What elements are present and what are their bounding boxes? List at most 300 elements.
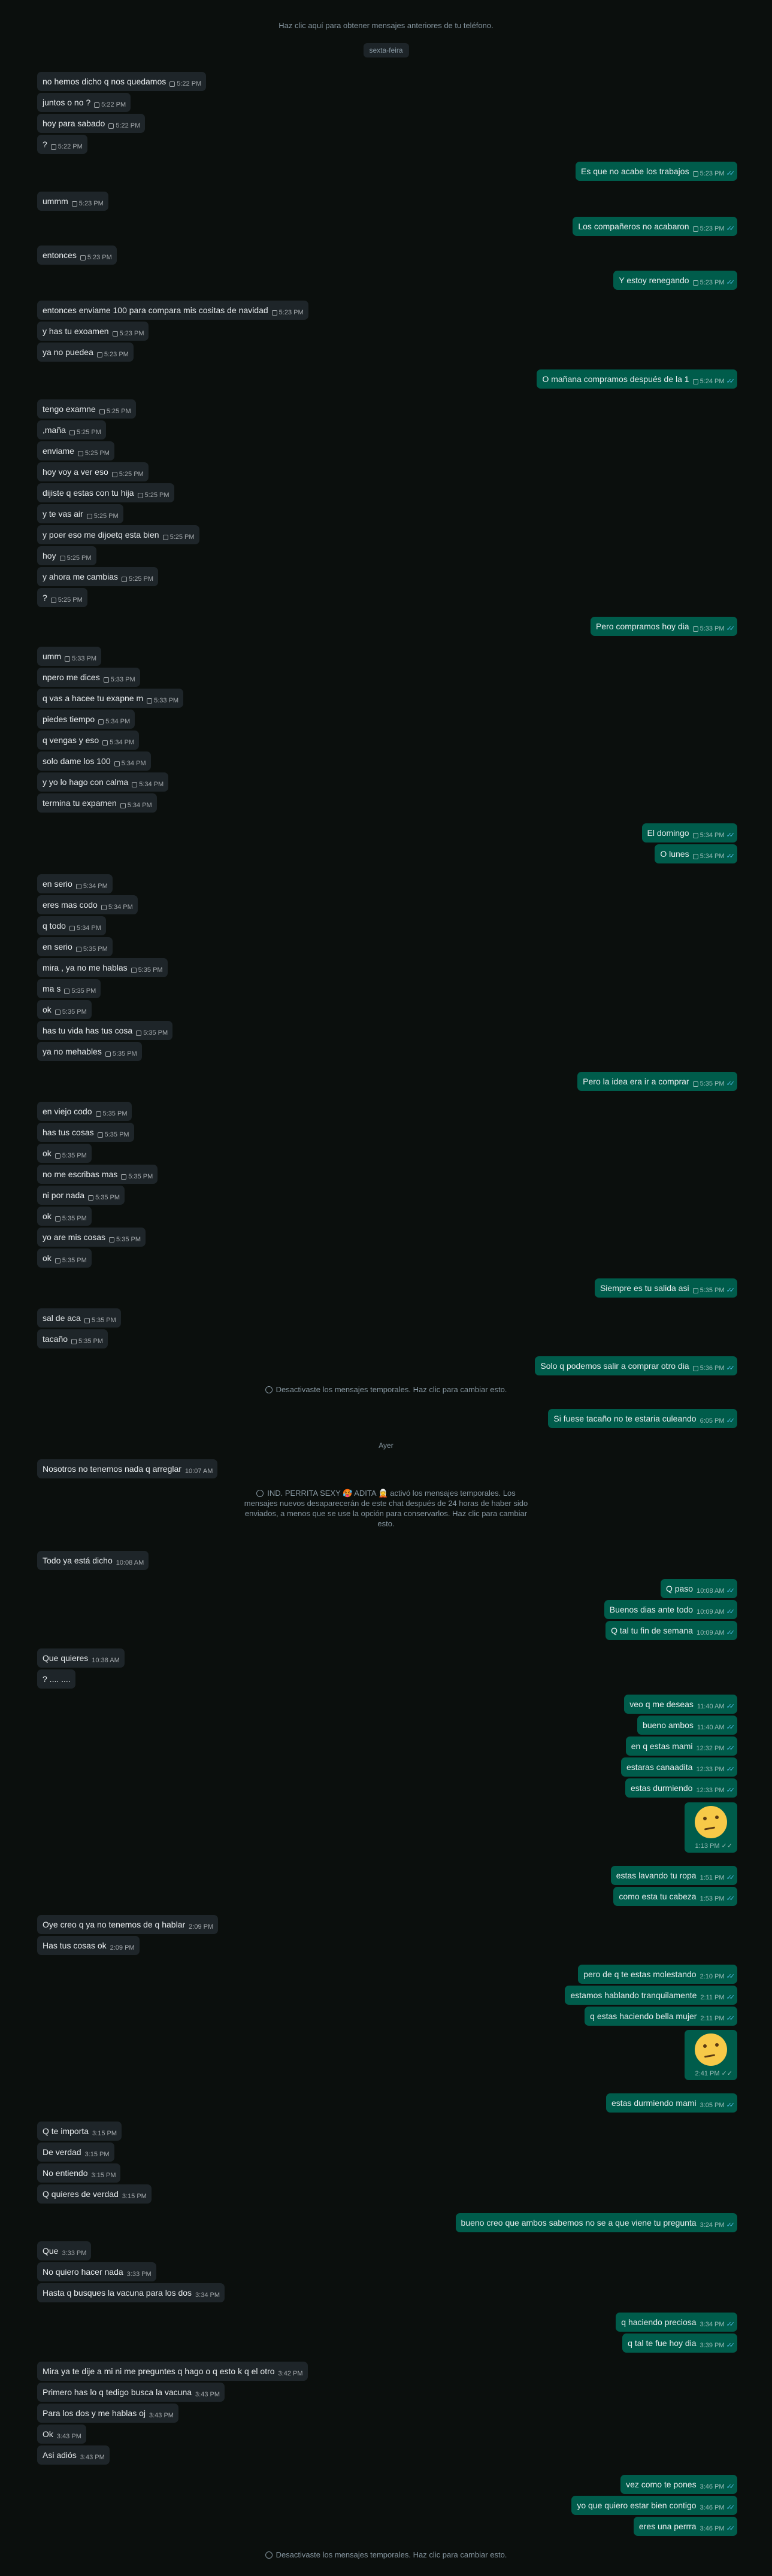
message-text: y poer eso me dijoetq esta bien: [43, 530, 159, 540]
incoming-message[interactable]: [37, 462, 149, 481]
message-time: 5:25 PM: [84, 450, 110, 457]
outgoing-message[interactable]: [595, 1278, 737, 1298]
message-meta: [114, 758, 146, 769]
incoming-message[interactable]: [37, 710, 135, 729]
incoming-message[interactable]: [37, 1207, 92, 1226]
incoming-message[interactable]: [37, 2184, 152, 2204]
message-text: hoy voy a ver eso: [43, 467, 108, 477]
incoming-message[interactable]: [37, 1648, 125, 1668]
incoming-message[interactable]: [37, 93, 131, 112]
message-text: termina tu expamen: [43, 798, 117, 808]
message-time: 5:35 PM: [62, 1215, 87, 1222]
incoming-message[interactable]: [37, 1308, 121, 1328]
timer-icon: [265, 1386, 273, 1393]
double-check-icon: ✓✓: [726, 1608, 732, 1616]
message-meta: [693, 277, 732, 288]
message-text: estaras canaadita: [626, 1762, 693, 1772]
message-time: 3:15 PM: [91, 2172, 116, 2179]
message-time: 1:13 PM ✓✓: [695, 1842, 732, 1850]
message-meta: [57, 2431, 81, 2442]
timer-icon: [64, 989, 69, 994]
timer-icon: [138, 493, 143, 498]
message-meta: [700, 2502, 732, 2513]
incoming-message[interactable]: [37, 1042, 142, 1061]
message-time: 5:25 PM: [66, 554, 92, 562]
outgoing-message[interactable]: [604, 1600, 737, 1619]
message-meta: [697, 1701, 732, 1712]
double-check-icon: ✓✓: [726, 225, 732, 232]
outgoing-message[interactable]: [611, 1866, 737, 1885]
outgoing-message[interactable]: [613, 271, 737, 290]
timer-icon: [693, 171, 698, 177]
message-meta: [80, 2452, 105, 2463]
message-time: 2:11 PM: [700, 1994, 725, 2001]
message-meta: [76, 944, 108, 954]
incoming-message[interactable]: [37, 1551, 149, 1570]
message-time: 5:23 PM: [278, 309, 304, 316]
incoming-message[interactable]: [37, 1459, 217, 1478]
timer-icon: [99, 409, 105, 414]
double-check-icon: ✓✓: [726, 1994, 732, 2001]
double-check-icon: ✓✓: [726, 2015, 732, 2022]
timer-icon: [109, 1237, 114, 1242]
message-meta: [113, 328, 144, 339]
disappearing-messages-notice[interactable]: [265, 1384, 507, 1395]
message-meta: [272, 307, 304, 318]
message-meta: [700, 2319, 732, 2330]
outgoing-message[interactable]: [535, 1356, 737, 1375]
message-text: Es que no acabe los trabajos: [581, 166, 689, 176]
message-time: 2:10 PM: [700, 1973, 725, 1980]
outgoing-message[interactable]: [622, 2333, 737, 2353]
thinking-face-icon: [695, 1806, 727, 1838]
message-meta: [185, 1466, 213, 1477]
message-time: 5:35 PM: [83, 945, 108, 953]
timer-icon: [60, 556, 65, 561]
message-time: 5:35 PM: [104, 1131, 129, 1138]
outgoing-message[interactable]: [606, 1621, 737, 1640]
outgoing-message[interactable]: [655, 844, 737, 863]
message-text: y yo lo hago con calma: [43, 777, 129, 787]
incoming-message[interactable]: [37, 772, 168, 792]
message-meta: [127, 2269, 152, 2280]
message-time: 5:34 PM: [108, 904, 133, 911]
message-text: tengo examne: [43, 404, 96, 414]
message-meta: [697, 1607, 732, 1617]
message-meta: [693, 223, 732, 234]
message-time: 5:33 PM: [72, 655, 97, 662]
outgoing-message[interactable]: [613, 1887, 737, 1906]
message-meta: [700, 2220, 732, 2230]
outgoing-message[interactable]: [634, 2517, 737, 2536]
timer-icon: [112, 472, 117, 477]
incoming-message[interactable]: [37, 1936, 140, 1955]
message-meta: [98, 1129, 129, 1140]
message-meta: [278, 2368, 303, 2379]
timer-icon: [87, 514, 92, 519]
message-time: 5:35 PM: [112, 1050, 137, 1057]
message-time: 5:34 PM: [139, 781, 164, 788]
thinking-face-icon: [695, 2033, 727, 2066]
outgoing-message[interactable]: [621, 1757, 737, 1777]
message-meta: [102, 737, 134, 748]
incoming-message[interactable]: [37, 751, 151, 771]
message-meta: [132, 779, 164, 790]
date-separator: Ayer: [379, 1441, 393, 1450]
timer-icon: [169, 81, 175, 87]
double-check-icon: ✓✓: [726, 2222, 732, 2229]
outgoing-message[interactable]: [585, 2007, 737, 2026]
load-older-messages-text: Haz clic aquí para obtener mensajes anteriores de tu teléfono.: [278, 21, 494, 30]
timer-icon: [693, 280, 698, 286]
message-text: Has tus cosas ok: [43, 1941, 107, 1950]
double-check-icon: ✓✓: [726, 2504, 732, 2511]
message-time: 3:43 PM: [195, 2391, 220, 2398]
message-meta: [108, 120, 140, 131]
message-time: 5:35 PM: [116, 1236, 141, 1243]
message-time: 5:23 PM: [700, 170, 725, 177]
message-meta: [138, 490, 169, 501]
timer-icon: [104, 677, 109, 683]
message-time: 3:43 PM: [149, 2412, 174, 2419]
message-text: sal de aca: [43, 1313, 81, 1323]
timer-icon: [113, 331, 118, 337]
incoming-message[interactable]: [37, 246, 117, 265]
message-text: q vas a hacee tu exapne m: [43, 693, 144, 703]
incoming-message[interactable]: [37, 1144, 92, 1163]
message-text: no hemos dicho q nos quedamos: [43, 77, 166, 86]
outgoing-message[interactable]: [565, 1986, 737, 2005]
incoming-message[interactable]: [37, 979, 101, 998]
incoming-message[interactable]: [37, 958, 168, 977]
incoming-message[interactable]: [37, 937, 113, 956]
incoming-message[interactable]: [37, 2241, 91, 2260]
incoming-message[interactable]: [37, 567, 158, 586]
disappearing-messages-notice[interactable]: [243, 1488, 530, 1529]
message-text: mira , ya no me hablas: [43, 963, 128, 972]
incoming-message[interactable]: [37, 420, 106, 440]
incoming-message[interactable]: [37, 2262, 156, 2281]
incoming-message[interactable]: [37, 72, 206, 91]
outgoing-message[interactable]: [626, 1736, 737, 1756]
double-check-icon: ✓✓: [726, 2483, 732, 2490]
incoming-message[interactable]: [37, 399, 136, 419]
message-time: 5:35 PM: [78, 1338, 104, 1345]
message-text: entonces: [43, 250, 77, 260]
message-text: tacaño: [43, 1334, 68, 1344]
message-time: 3:34 PM: [700, 2321, 725, 2328]
outgoing-message[interactable]: [577, 1072, 737, 1091]
incoming-message[interactable]: [37, 1669, 75, 1689]
incoming-message[interactable]: [37, 1123, 134, 1142]
incoming-message[interactable]: [37, 2163, 120, 2183]
message-meta: [697, 1586, 732, 1596]
message-meta: [55, 1255, 87, 1266]
message-time: 3:46 PM: [700, 2504, 725, 2511]
incoming-message[interactable]: [37, 322, 149, 341]
outgoing-message[interactable]: [642, 823, 737, 842]
outgoing-message[interactable]: [637, 1716, 737, 1735]
incoming-message[interactable]: [37, 2122, 122, 2141]
message-time: 5:22 PM: [57, 143, 83, 150]
message-text: Si fuese tacaño no te estaria culeando: [553, 1414, 697, 1423]
message-text: yo are mis cosas: [43, 1232, 106, 1242]
message-text: no me escribas mas: [43, 1169, 118, 1179]
message-time: 5:35 PM: [91, 1317, 116, 1324]
outgoing-message[interactable]: [571, 2496, 737, 2515]
incoming-message[interactable]: [37, 1102, 132, 1121]
incoming-message[interactable]: [37, 916, 106, 935]
timer-icon: [72, 201, 77, 207]
message-text: q tal te fue hoy dia: [628, 2338, 697, 2348]
timer-icon: [693, 379, 698, 384]
message-text: Siempre es tu salida asi: [600, 1283, 689, 1293]
timer-icon: [131, 968, 137, 973]
message-time: 5:35 PM: [62, 1152, 87, 1159]
message-time: 3:43 PM: [80, 2454, 105, 2461]
message-time: 5:23 PM: [700, 225, 725, 232]
outgoing-message[interactable]: [573, 217, 737, 236]
message-meta: [97, 349, 129, 360]
message-meta: [700, 2523, 732, 2534]
message-meta: [700, 2340, 732, 2351]
message-meta: [136, 1028, 168, 1038]
message-meta: [55, 1150, 87, 1161]
timer-icon: [94, 102, 99, 108]
message-meta: [163, 532, 195, 543]
timer-icon: [693, 1366, 698, 1371]
incoming-message[interactable]: [37, 114, 145, 133]
message-text: bueno creo que ambos sabemos no se a que viene tu pregunta: [461, 2218, 697, 2228]
double-check-icon: ✓✓: [726, 832, 732, 839]
message-text: en serio: [43, 879, 72, 889]
message-time: 5:22 PM: [116, 122, 141, 129]
notice-text: Desactivaste los mensajes temporales. Haz clic para cambiar esto.: [276, 1385, 507, 1394]
incoming-message[interactable]: [37, 2362, 308, 2381]
message-time: 10:07 AM: [184, 1468, 213, 1475]
timer-icon: [693, 833, 698, 838]
message-time: 5:35 PM: [102, 1110, 128, 1117]
message-meta: [696, 1743, 732, 1754]
outgoing-message[interactable]: [576, 162, 737, 181]
message-time: 10:09 AM: [697, 1629, 725, 1636]
outgoing-message[interactable]: [616, 2313, 737, 2332]
message-text: Hasta q busques la vacuna para los dos: [43, 2288, 192, 2298]
message-meta: [69, 923, 101, 934]
disappearing-messages-notice[interactable]: [265, 2550, 507, 2560]
message-time: 5:35 PM: [138, 966, 163, 974]
message-time: 3:15 PM: [84, 2151, 110, 2158]
incoming-message[interactable]: [37, 546, 96, 565]
outgoing-message[interactable]: [591, 617, 737, 636]
incoming-message[interactable]: [37, 793, 157, 813]
message-meta: [85, 2149, 110, 2160]
outgoing-message[interactable]: [456, 2213, 737, 2232]
message-text: en serio: [43, 942, 72, 951]
message-text: estas lavando tu ropa: [616, 1871, 697, 1880]
message-text: estamos hablando tranquilamente: [570, 1990, 697, 2000]
message-time: 5:25 PM: [57, 596, 83, 604]
timer-icon: [122, 577, 127, 582]
message-meta: [700, 2481, 732, 2492]
message-text: Pero compramos hoy dia: [595, 622, 689, 631]
message-text: Para los dos y me hablas oj: [43, 2408, 146, 2418]
message-meta: [700, 1992, 732, 2003]
incoming-message[interactable]: [37, 2283, 225, 2302]
outgoing-emoji-message[interactable]: [685, 1802, 737, 1853]
message-meta: [65, 653, 96, 664]
incoming-message[interactable]: [37, 874, 113, 893]
message-meta: [700, 1872, 732, 1883]
message-text: De verdad: [43, 2147, 81, 2157]
message-time: 11:40 AM: [697, 1724, 725, 1731]
message-meta: [697, 1628, 732, 1638]
message-text: Todo ya está dicho: [43, 1556, 113, 1565]
message-time: 10:38 AM: [92, 1657, 120, 1664]
incoming-message[interactable]: [37, 1248, 92, 1268]
timer-icon: [108, 123, 114, 129]
incoming-message[interactable]: [37, 1228, 146, 1247]
incoming-message[interactable]: [37, 504, 123, 523]
message-meta: [195, 2389, 220, 2400]
outgoing-message[interactable]: [624, 1695, 737, 1714]
incoming-message[interactable]: [37, 2404, 178, 2423]
timer-icon: [55, 1216, 60, 1222]
timer-icon: [163, 535, 168, 540]
timer-icon: [55, 1153, 60, 1159]
incoming-message[interactable]: [37, 895, 138, 914]
message-text: ok: [43, 1148, 52, 1158]
message-text: Que: [43, 2246, 59, 2256]
message-meta: [92, 2170, 116, 2181]
message-time: 5:25 PM: [129, 575, 154, 583]
message-meta: [697, 1722, 732, 1733]
incoming-message[interactable]: [37, 441, 114, 460]
message-meta: [131, 965, 163, 975]
incoming-message[interactable]: [37, 192, 108, 211]
timer-icon: [120, 803, 126, 808]
message-meta: [60, 553, 92, 563]
message-meta: [88, 1192, 120, 1203]
message-time: 1:51 PM: [700, 1874, 725, 1881]
incoming-message[interactable]: [37, 689, 183, 708]
outgoing-message[interactable]: [548, 1409, 737, 1428]
outgoing-emoji-message[interactable]: [685, 2030, 737, 2080]
message-meta: [700, 1893, 732, 1904]
message-text: O mañana compramos después de la 1: [542, 374, 689, 384]
message-text: O lunes: [660, 849, 689, 859]
incoming-message[interactable]: [37, 525, 199, 544]
incoming-message[interactable]: [37, 647, 101, 666]
message-text: ?: [43, 593, 47, 602]
message-text: entonces enviame 100 para compara mis cositas de navidad: [43, 305, 268, 315]
timer-icon: [136, 1031, 141, 1036]
message-text: vez como te pones: [626, 2480, 697, 2489]
timer-icon: [693, 854, 698, 859]
double-check-icon: ✓✓: [726, 170, 732, 177]
message-text: q vengas y eso: [43, 735, 99, 745]
outgoing-message[interactable]: [620, 2475, 737, 2494]
incoming-message[interactable]: [37, 2445, 110, 2465]
message-time: 5:22 PM: [177, 80, 202, 87]
incoming-message[interactable]: [37, 301, 308, 320]
outgoing-message[interactable]: [537, 369, 737, 389]
message-text: estas durmiendo mami: [611, 2098, 697, 2108]
message-meta: [98, 716, 130, 727]
timer-icon: [147, 698, 152, 704]
message-time: 3:46 PM: [700, 2483, 725, 2490]
message-text: Los compañeros no acabaron: [578, 222, 689, 231]
message-meta: [147, 695, 178, 706]
incoming-message[interactable]: [37, 2425, 86, 2444]
incoming-message[interactable]: [37, 731, 139, 750]
incoming-message[interactable]: [37, 1186, 125, 1205]
message-text: Asi adiós: [43, 2450, 77, 2460]
notice-text: IND. PERRITA SEXY 🥵 ADITA 🧝 activó los mensajes temporales. Los: [267, 1489, 516, 1498]
message-time: 5:23 PM: [104, 351, 129, 358]
timer-icon: [71, 1339, 77, 1344]
incoming-message[interactable]: [37, 1021, 172, 1040]
outgoing-message[interactable]: [578, 1965, 737, 1984]
incoming-message[interactable]: [37, 483, 174, 502]
timer-icon: [132, 782, 137, 787]
message-meta: [693, 623, 732, 634]
notice-text: enviados, a menos que se use la opción para conservarlos. Haz clic para cambiar: [244, 1509, 528, 1518]
message-meta: [169, 78, 201, 89]
incoming-message[interactable]: [37, 588, 87, 607]
message-time: 3:15 PM: [92, 2130, 117, 2137]
incoming-message[interactable]: [37, 1165, 158, 1184]
message-text: ?: [43, 140, 47, 149]
message-time: 5:33 PM: [110, 676, 135, 683]
message-meta: [116, 1557, 144, 1568]
outgoing-message[interactable]: [661, 1579, 737, 1598]
incoming-message[interactable]: [37, 1329, 108, 1348]
incoming-message[interactable]: [37, 2383, 225, 2402]
message-meta: [112, 469, 144, 480]
timer-icon: [256, 1490, 264, 1497]
message-time: 5:35 PM: [62, 1008, 87, 1016]
message-text: ok: [43, 1253, 52, 1263]
incoming-message[interactable]: [37, 343, 134, 362]
message-meta: [78, 448, 110, 459]
date-separator: sexta-feira: [363, 43, 408, 57]
notice-text: esto.: [377, 1519, 395, 1528]
message-text: piedes tiempo: [43, 714, 95, 724]
message-text: Q te importa: [43, 2126, 89, 2136]
incoming-message[interactable]: [37, 668, 140, 687]
timer-icon: [693, 626, 698, 632]
load-older-messages-link[interactable]: [278, 20, 493, 31]
outgoing-message[interactable]: [606, 2093, 737, 2113]
message-time: 5:23 PM: [119, 330, 144, 337]
message-time: 3:34 PM: [195, 2292, 220, 2299]
timer-icon: [272, 310, 277, 316]
message-text: ma s: [43, 984, 61, 993]
message-text: Mira ya te dije a mi ni me preguntes q hago o q esto k q el otro: [43, 2366, 275, 2376]
incoming-message[interactable]: [37, 135, 87, 154]
message-meta: [94, 99, 126, 110]
message-time: 10:09 AM: [697, 1608, 725, 1616]
incoming-message[interactable]: [37, 1915, 218, 1934]
message-meta: [64, 986, 96, 996]
outgoing-message[interactable]: [625, 1778, 737, 1798]
timer-icon: [88, 1195, 93, 1201]
incoming-message[interactable]: [37, 2142, 114, 2162]
incoming-message[interactable]: [37, 1000, 92, 1019]
double-check-icon: ✓✓: [726, 1417, 732, 1425]
timer-icon: [80, 255, 86, 260]
